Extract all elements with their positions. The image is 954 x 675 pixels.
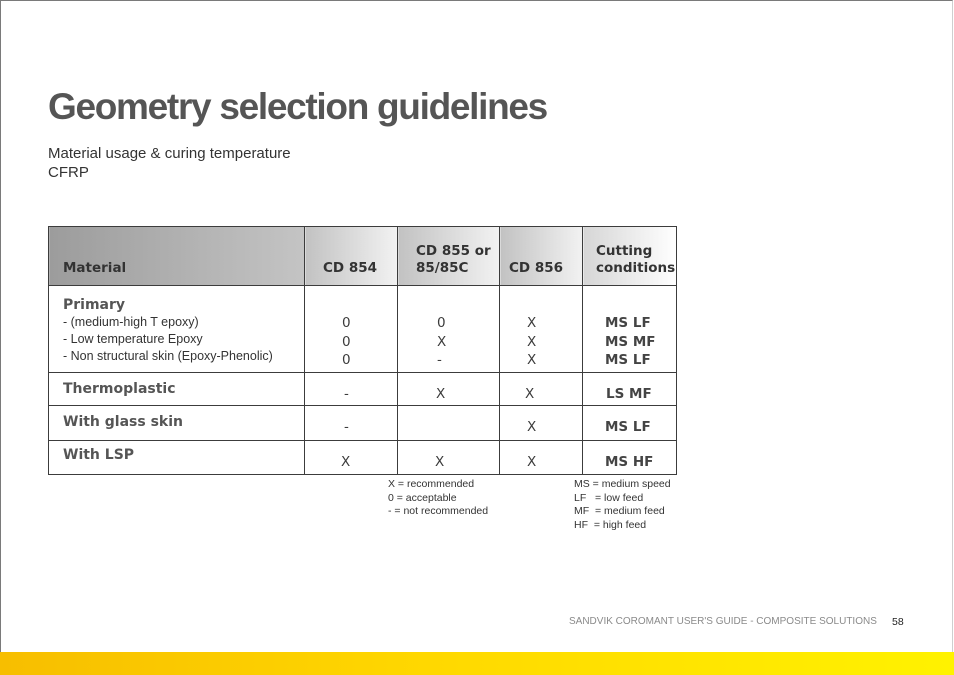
legend-grade-symbols (388, 478, 488, 519)
cd854-cell (305, 286, 398, 373)
header-cd855-line-2: 85/85C (416, 260, 469, 276)
cutting-cell: MS HF (583, 441, 677, 475)
footer-accent-bar (0, 652, 954, 675)
subtitle-line-2: CFRP (48, 164, 89, 181)
geometry-table (48, 226, 677, 475)
table-row (49, 373, 677, 406)
legend-item: MS = medium speed (574, 478, 671, 490)
material-name: Primary (63, 297, 126, 313)
cd856-cell: X (500, 406, 583, 441)
material-name: Thermoplastic (63, 381, 176, 397)
material-name: With glass skin (63, 414, 183, 430)
cd855-value: X (437, 333, 447, 350)
cd855-value: - (437, 352, 442, 368)
table-row (49, 286, 677, 373)
header-cd855 (398, 227, 500, 286)
table-row (49, 406, 677, 441)
page-number: 58 (892, 616, 904, 628)
table-row (49, 441, 677, 475)
header-cutting-conditions (583, 227, 677, 286)
header-cd855-line-1: CD 855 or (416, 243, 491, 259)
cd855-cell (398, 286, 500, 373)
material-sub-3: - Non structural skin (Epoxy-Phenolic) (63, 349, 273, 363)
subtitle (48, 144, 291, 182)
cd856-value: X (527, 352, 537, 368)
cutting-cell (583, 286, 677, 373)
cutting-value: MS LF (605, 315, 651, 331)
header-cutting-line-2: conditions (596, 260, 676, 276)
header-cutting-line-1: Cutting (596, 243, 653, 259)
material-cell (49, 286, 305, 373)
cutting-value: MS LF (605, 352, 651, 368)
cd856-value: X (527, 315, 537, 331)
cutting-cell: LS MF (583, 373, 677, 406)
table-header-row (49, 227, 677, 286)
cd856-cell: X (500, 373, 583, 406)
cd855-cell: X (398, 441, 500, 475)
cd854-value: 0 (342, 315, 351, 331)
legend-item: LF = low feed (574, 491, 644, 504)
header-cd856: CD 856 (500, 227, 583, 286)
page-title: Geometry selection guidelines (48, 86, 547, 127)
cd854-cell: X (305, 441, 398, 475)
cd855-cell: X (398, 373, 500, 406)
cd854-cell: - (305, 373, 398, 406)
footer-brand: SANDVIK COROMANT USER'S GUIDE - COMPOSITE SOLUTIONS (569, 616, 877, 627)
cd855-value: 0 (437, 315, 446, 331)
cd856-value: X (527, 333, 537, 350)
cd856-cell: X (500, 441, 583, 475)
legend-cutting-abbreviations (574, 478, 671, 532)
legend-item: HF = high feed (574, 518, 647, 531)
legend-item: MF = medium feed (574, 505, 665, 517)
cd856-cell (500, 286, 583, 373)
header-cd854: CD 854 (305, 227, 398, 286)
cutting-cell: MS LF (583, 406, 677, 441)
cd855-cell (398, 406, 500, 441)
legend-item: - = not recommended (388, 505, 489, 517)
material-name: With LSP (63, 447, 135, 463)
material-cell (49, 406, 305, 441)
cd854-value: 0 (342, 352, 351, 368)
cutting-value: MS MF (605, 333, 656, 350)
subtitle-line-1: Material usage & curing temperature (48, 145, 291, 162)
cd854-value: 0 (342, 333, 351, 350)
material-cell (49, 441, 305, 475)
material-cell (49, 373, 305, 406)
cd854-cell: - (305, 406, 398, 441)
material-sub-1: - (medium-high T epoxy) (63, 315, 199, 329)
legend-item: X = recommended (388, 478, 475, 490)
legend-item: 0 = acceptable (388, 491, 457, 504)
header-material: Material (49, 227, 305, 286)
material-sub-2: - Low temperature Epoxy (63, 332, 203, 346)
